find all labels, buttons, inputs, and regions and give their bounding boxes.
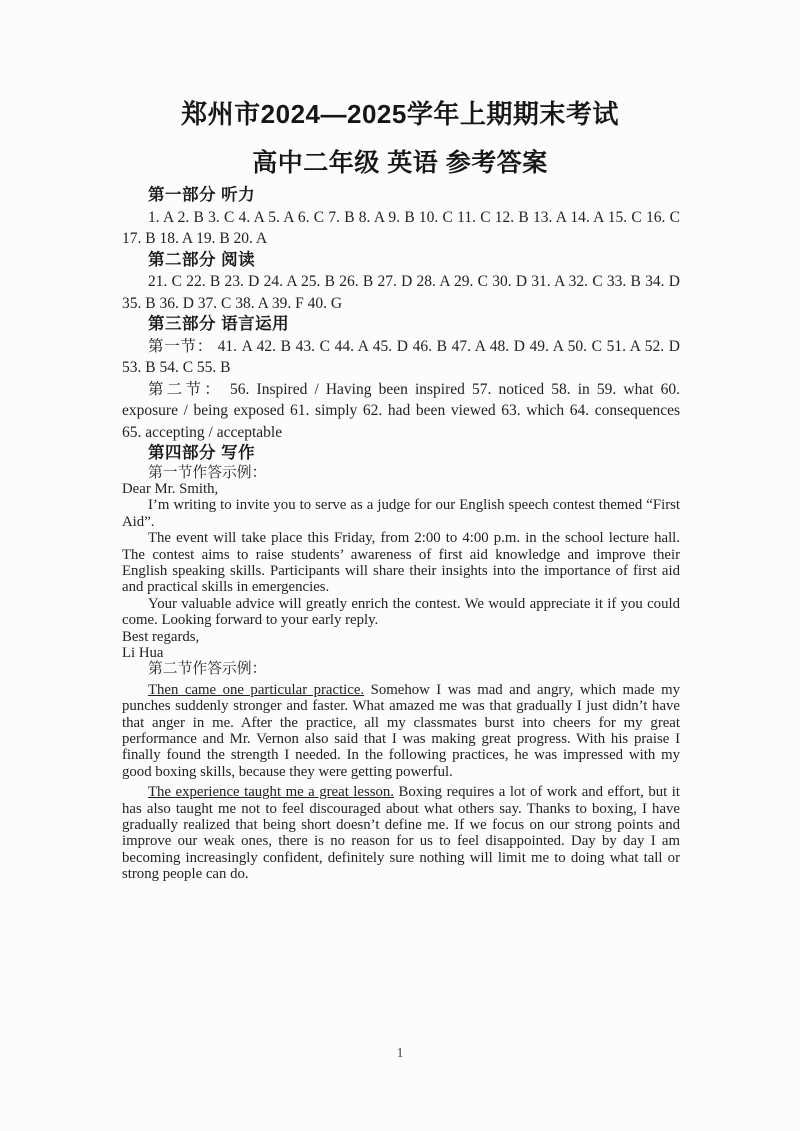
section-heading-language-use: 第三部分 语言运用 (148, 315, 290, 333)
letter-closing: Best regards, (122, 628, 200, 645)
letter-salutation: Dear Mr. Smith, (122, 480, 219, 497)
language-use-section1-answers: 第一节： 41. A 42. B 43. C 44. A 45. D 46. B 47. A 48. D 49. A 50. C 51. A 52. D 53. B 54. C 55. B (122, 337, 680, 376)
document-header (0, 0, 800, 178)
listening-answers: 1. A 2. B 3. C 4. A 5. A 6. C 7. B 8. A 9. B 10. C 11. C 12. B 13. A 14. A 15. C 16. C 17. B 18. A 19. B 20. A (122, 208, 680, 247)
reading-answers: 21. C 22. B 23. D 24. A 25. B 26. B 27. D 28. A 29. C 30. D 31. A 32. C 33. B 34. D 35. B 36. D 37. C 38. A 39. F 40. G (122, 273, 680, 312)
page-title-line1: 郑州市2024—2025学年上期期末考试 (181, 99, 619, 129)
essay-paragraph-1-body: Somehow I was mad and angry, which made my punches suddenly stronger and faster. What amazed me was that gradually I just didn’t have that anger in me. After the practice, all my classmates burst into cheers for my great performance and Mr. Vernon also said that I was making great progress. With his praise I finally found the strength I needed. In the following practices, he was impressed with my good boxing skills, because they were getting powerful. (122, 681, 680, 780)
essay-paragraph-1-underlined-lead: Then came one particular practice. (148, 681, 365, 698)
section-heading-reading: 第二部分 阅读 (148, 250, 256, 269)
page-number: 1 (396, 1046, 404, 1061)
essay-paragraph-1 (122, 682, 680, 780)
page-title-line2: 高中二年级 英语 参考答案 (252, 149, 548, 177)
essay-paragraph-2-underlined-lead: The experience taught me a great lesson. (148, 784, 394, 801)
letter-paragraph-1: I’m writing to invite you to serve as a judge for our English speech contest themed “First Aid”. (122, 497, 680, 530)
letter-paragraph-3: Your valuable advice will greatly enrich the contest. We would appreciate it if you could come. Looking forward to your early reply. (122, 595, 680, 629)
answer-key-block (122, 185, 680, 465)
writing-sample1-label: 第一节作答示例： (148, 464, 267, 481)
essay-paragraph-2-body: Boxing requires a lot of work and effort, but it has also taught me not to feel discouraged about what others say. Thanks to boxing, I have gradually realized that being short doesn’t define me. If we focus on our strong points and improve our weak ones, there is no reason for us to feel disappointed. Day by day I am becoming increasingly confident, definitely sure nothing will limit me to doing what tall or strong people can do. (122, 784, 680, 883)
letter-paragraph-2: The event will take place this Friday, from 2:00 to 4:00 p.m. in the school lecture hall. The contest aims to raise students’ awareness of first aid knowledge and improve their English speaking skills. Participants will share their insights into the importance of first aid and practical skills in emergencies. (122, 530, 680, 596)
letter-signature: Li Hua (122, 644, 164, 661)
document-body (122, 185, 680, 883)
section-heading-listening: 第一部分 听力 (148, 186, 256, 204)
section-heading-writing: 第四部分 写作 (148, 444, 256, 462)
writing-samples-block (122, 465, 680, 883)
language-use-section2-answers: 第二节： 56. Inspired / Having been inspired 57. noticed 58. in 59. what 60. exposure / being exposed 61. simply 62. had been viewed 63. which 64. consequences 65. accepting / acceptable (122, 380, 680, 441)
essay-paragraph-2 (122, 784, 680, 882)
writing-sample2-label: 第二节作答示例： (148, 661, 267, 678)
